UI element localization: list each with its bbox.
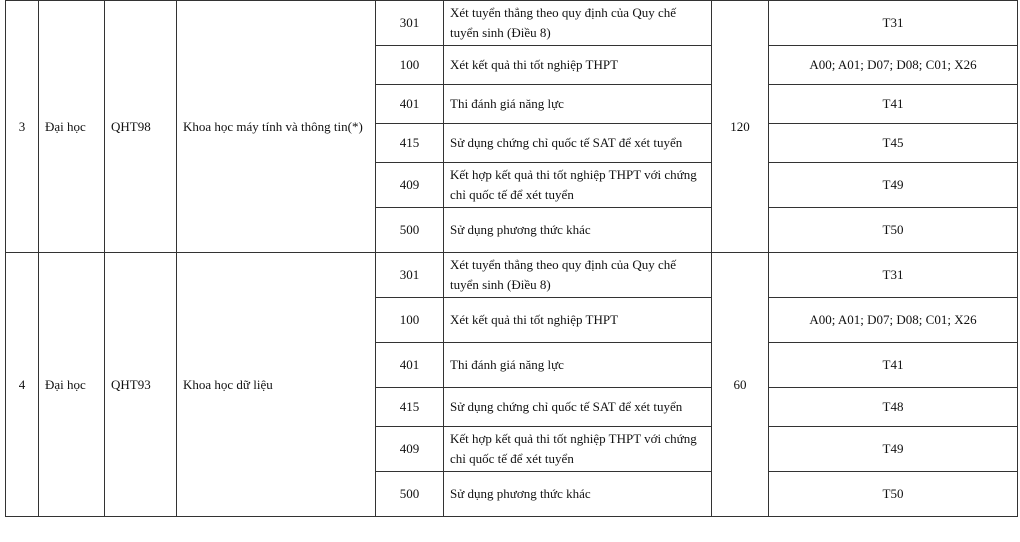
method-description: Xét kết quả thi tốt nghiệp THPT xyxy=(444,46,712,85)
method-description: Xét tuyển thẳng theo quy định của Quy chế tuyển sinh (Điều 8) xyxy=(444,1,712,46)
subject-combination: T49 xyxy=(769,427,1018,472)
program-name: Khoa học máy tính và thông tin(*) xyxy=(177,1,376,253)
method-code: 409 xyxy=(376,163,444,208)
subject-combination: T49 xyxy=(769,163,1018,208)
method-code: 500 xyxy=(376,472,444,517)
program-code: QHT93 xyxy=(105,253,177,517)
program-code: QHT98 xyxy=(105,1,177,253)
row-number: 3 xyxy=(6,1,39,253)
training-level: Đại học xyxy=(39,253,105,517)
method-code: 401 xyxy=(376,343,444,388)
method-code: 415 xyxy=(376,388,444,427)
table-row xyxy=(6,1,1018,46)
method-description: Xét kết quả thi tốt nghiệp THPT xyxy=(444,298,712,343)
admissions-table xyxy=(5,0,1018,517)
subject-combination: T31 xyxy=(769,1,1018,46)
method-code: 301 xyxy=(376,253,444,298)
table-row xyxy=(6,253,1018,298)
method-description: Sử dụng phương thức khác xyxy=(444,208,712,253)
subject-combination: T50 xyxy=(769,208,1018,253)
subject-combination: T31 xyxy=(769,253,1018,298)
subject-combination: A00; A01; D07; D08; C01; X26 xyxy=(769,46,1018,85)
method-description: Sử dụng chứng chỉ quốc tế SAT để xét tuyển xyxy=(444,124,712,163)
method-code: 100 xyxy=(376,46,444,85)
method-code: 100 xyxy=(376,298,444,343)
training-level: Đại học xyxy=(39,1,105,253)
subject-combination: T48 xyxy=(769,388,1018,427)
subject-combination: T50 xyxy=(769,472,1018,517)
method-code: 500 xyxy=(376,208,444,253)
subject-combination: T45 xyxy=(769,124,1018,163)
method-code: 409 xyxy=(376,427,444,472)
method-description: Kết hợp kết quả thi tốt nghiệp THPT với chứng chỉ quốc tế để xét tuyển xyxy=(444,163,712,208)
method-description: Kết hợp kết quả thi tốt nghiệp THPT với chứng chỉ quốc tế để xét tuyển xyxy=(444,427,712,472)
quota: 60 xyxy=(712,253,769,517)
program-name: Khoa học dữ liệu xyxy=(177,253,376,517)
method-code: 401 xyxy=(376,85,444,124)
method-description: Sử dụng chứng chỉ quốc tế SAT để xét tuyển xyxy=(444,388,712,427)
subject-combination: T41 xyxy=(769,85,1018,124)
method-description: Thi đánh giá năng lực xyxy=(444,85,712,124)
method-description: Thi đánh giá năng lực xyxy=(444,343,712,388)
method-code: 301 xyxy=(376,1,444,46)
method-code: 415 xyxy=(376,124,444,163)
method-description: Xét tuyển thẳng theo quy định của Quy chế tuyển sinh (Điều 8) xyxy=(444,253,712,298)
method-description: Sử dụng phương thức khác xyxy=(444,472,712,517)
row-number: 4 xyxy=(6,253,39,517)
quota: 120 xyxy=(712,1,769,253)
subject-combination: T41 xyxy=(769,343,1018,388)
subject-combination: A00; A01; D07; D08; C01; X26 xyxy=(769,298,1018,343)
